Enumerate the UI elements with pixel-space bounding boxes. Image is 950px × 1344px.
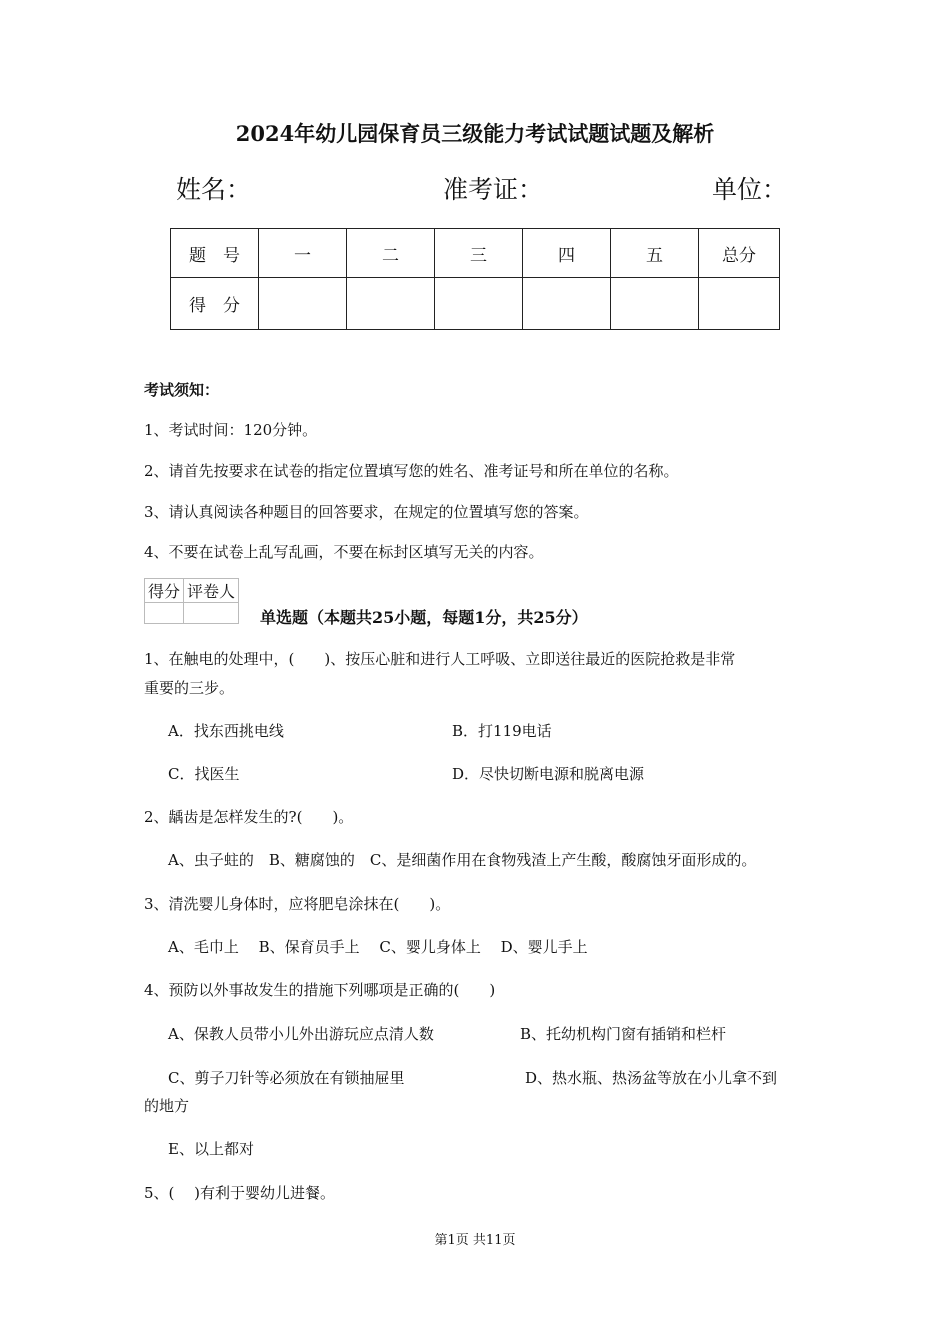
question-1-stem-cont: 重要的三步。 xyxy=(144,679,235,697)
question-1-option-c: C．找医生 xyxy=(168,765,240,783)
section-title: 单选题（本题共25小题，每题1分，共25分） xyxy=(260,608,588,627)
score-cell[interactable] xyxy=(699,278,780,330)
question-4-option-e: E、以上都对 xyxy=(168,1140,254,1158)
score-table-col-3: 三 xyxy=(435,229,523,278)
score-table-score-label: 得 分 xyxy=(171,278,259,330)
notice-item: 1、考试时间：120分钟。 xyxy=(144,421,318,439)
question-4-option-c: C、剪子刀针等必须放在有锁抽屉里 xyxy=(168,1069,405,1087)
score-table-col-4: 四 xyxy=(523,229,611,278)
question-1-stem: 1、在触电的处理中，( )、按压心脏和进行人工呼吸、立即送往最近的医院抢救是非常 xyxy=(144,650,736,668)
question-1-option-d: D．尽快切断电源和脱离电源 xyxy=(452,765,645,783)
score-table-header-row xyxy=(171,229,780,278)
question-1-option-b: B．打119电话 xyxy=(452,722,552,740)
score-cell[interactable] xyxy=(347,278,435,330)
notice-item: 4、不要在试卷上乱写乱画，不要在标封区填写无关的内容。 xyxy=(144,543,544,561)
page-footer: 第1页 共11页 xyxy=(434,1233,516,1248)
score-cell[interactable] xyxy=(259,278,347,330)
score-cell[interactable] xyxy=(523,278,611,330)
unit-field-label: 单位： xyxy=(712,175,788,204)
score-table xyxy=(170,228,780,330)
score-table-col-5: 五 xyxy=(611,229,699,278)
grader-score-cell[interactable] xyxy=(145,603,184,624)
question-4-option-b: B、托幼机构门窗有插销和栏杆 xyxy=(520,1025,727,1043)
score-cell[interactable] xyxy=(611,278,699,330)
exam-number-field-label: 准考证： xyxy=(443,175,544,204)
score-table-header-label: 题 号 xyxy=(171,229,259,278)
question-5-stem: 5、( )有利于婴幼儿进餐。 xyxy=(144,1184,336,1202)
score-table-score-row xyxy=(171,278,780,330)
question-3-stem: 3、清洗婴儿身体时，应将肥皂涂抹在( )。 xyxy=(144,895,451,913)
score-table-col-2: 二 xyxy=(347,229,435,278)
notice-item: 2、请首先按要求在试卷的指定位置填写您的姓名、准考证号和所在单位的名称。 xyxy=(144,462,679,480)
question-2-options: A、虫子蛀的 B、糖腐蚀的 C、是细菌作用在食物残渣上产生酸，酸腐蚀牙面形成的。 xyxy=(168,851,757,869)
question-4-option-d: D、热水瓶、热汤盆等放在小儿拿不到 xyxy=(525,1069,778,1087)
grader-name-label: 评卷人 xyxy=(184,579,239,603)
notice-heading: 考试须知： xyxy=(144,381,220,399)
question-1-option-a: A．找东西挑电线 xyxy=(168,722,284,740)
question-4-stem: 4、预防以外事故发生的措施下列哪项是正确的( ) xyxy=(144,981,496,999)
question-2-stem: 2、龋齿是怎样发生的?( )。 xyxy=(144,808,354,826)
score-table-col-total: 总分 xyxy=(699,229,780,278)
page-title: 2024年幼儿园保育员三级能力考试试题试题及解析 xyxy=(235,121,715,146)
name-field-label: 姓名： xyxy=(176,175,252,204)
question-3-options: A、毛巾上 B、保育员手上 C、婴儿身体上 D、婴儿手上 xyxy=(168,938,588,956)
score-table-col-1: 一 xyxy=(259,229,347,278)
grader-name-cell[interactable] xyxy=(184,603,239,624)
grader-score-label: 得分 xyxy=(145,579,184,603)
question-4-option-d-cont: 的地方 xyxy=(144,1097,190,1115)
grader-box xyxy=(144,578,239,624)
question-4-option-a: A、保教人员带小儿外出游玩应点清人数 xyxy=(168,1025,434,1043)
score-cell[interactable] xyxy=(435,278,523,330)
notice-item: 3、请认真阅读各种题目的回答要求，在规定的位置填写您的答案。 xyxy=(144,503,589,521)
